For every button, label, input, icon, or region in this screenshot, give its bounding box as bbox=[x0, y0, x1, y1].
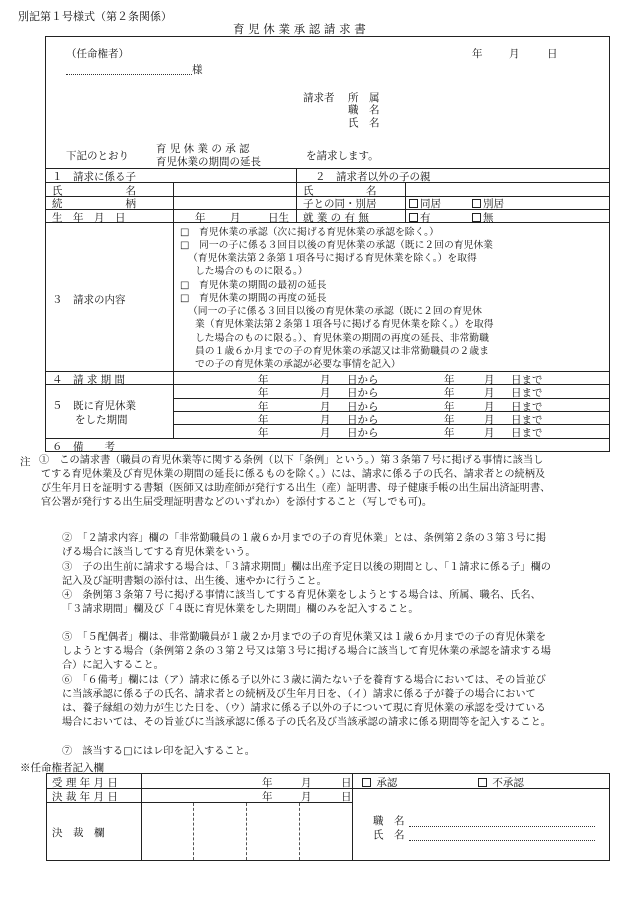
received-month: 月 bbox=[301, 777, 312, 789]
period-year-to: 年 bbox=[444, 414, 455, 426]
birth-year: 年 bbox=[195, 212, 206, 224]
employed-label: 就 業 の 有 無 bbox=[303, 212, 369, 224]
employed-yes-option[interactable] bbox=[409, 210, 431, 225]
checkbox-same-icon[interactable] bbox=[409, 199, 418, 208]
request-item-note-2: 業（育児休業法第２条第１項各号に掲げる育児休業を除く。）を取得 bbox=[195, 319, 494, 330]
document-title: 育 児 休 業 承 認 請 求 書 bbox=[233, 22, 366, 36]
period-month-to: 月 bbox=[484, 401, 495, 413]
request-item-3[interactable]: □ 育児休業の期間の最初の延長 bbox=[180, 280, 327, 291]
note-3: ③ 子の出生前に請求する場合は、「３請求期間」欄は出産予定日以後の期間とし、「１請求に係る子」欄の記入及び証明書類の添付は、出生後、速やかに行うこと。 bbox=[62, 562, 551, 588]
decided-year: 年 bbox=[262, 791, 273, 803]
period-from: 日から bbox=[347, 414, 379, 426]
section6-label: ６ 備 考 bbox=[52, 441, 115, 453]
period-to: 日まで bbox=[511, 374, 543, 386]
period-year-from: 年 bbox=[258, 427, 269, 439]
note-5: ⑤ 「５配偶者」欄は、非常勤職員が１歳２か月までの子の育児休業又は１歳６か月までの子の育児休業をしようとする場合（条例第２条の３第２号又は第３号に掲げる場合に該当して育児休業の承認を請求する場合）に記入すること。 bbox=[62, 632, 551, 672]
request-item-2-cont: （育児休業法第２条第１項各号に掲げる育児休業を除く。）を取得 bbox=[188, 253, 477, 264]
period-to: 日まで bbox=[511, 414, 543, 426]
period-year-to: 年 bbox=[444, 427, 455, 439]
form-id: 別記第１号様式（第２条関係） bbox=[18, 10, 172, 23]
period-month-to: 月 bbox=[484, 414, 495, 426]
period-year-from: 年 bbox=[258, 401, 269, 413]
employed-no-option[interactable] bbox=[472, 210, 494, 225]
approver-shimei-line[interactable] bbox=[409, 840, 595, 841]
section2-title: ２ 請求者以外の子の親 bbox=[315, 171, 431, 183]
note-6: ⑥ 「６備考」欄には（ア）請求に係る子以外に３歳に満たない子を養育する場合においては、その旨並びに当該承認に係る子の氏名、請求者との続柄及び生年月日を、（イ）請求に係る子が養子の場合においては、養子縁組の効力が生じた日を、（ウ）請求に係る子以外の子について現に育児休業の承認を受けている場合においては、その旨並びに当該承認に係る子の氏名及び当該承認の請求に係る期間等を記入すること。 bbox=[62, 675, 551, 729]
kiki-label: 下記のとおり bbox=[66, 150, 129, 162]
received-day: 日 bbox=[341, 777, 352, 789]
request-item-note-4: 員の１歳６か月までの子の育児休業の承認又は非常勤職員の２歳ま bbox=[195, 346, 489, 357]
approver-shimei-label: 氏 名 bbox=[373, 829, 405, 841]
date-month: 月 bbox=[509, 48, 520, 60]
decided-date-label: 決 裁 年 月 日 bbox=[52, 791, 118, 803]
approve-option[interactable] bbox=[362, 775, 397, 790]
period-from: 日から bbox=[347, 374, 379, 386]
checkbox-separate-icon[interactable] bbox=[472, 199, 481, 208]
date-year: 年 bbox=[472, 48, 483, 60]
requester-label: 請求者 bbox=[303, 92, 335, 104]
section5-label-1: ５ 既に育児休業 bbox=[52, 400, 136, 412]
request-item-1[interactable]: □ 育児休業の承認（次に掲げる育児休業の承認を除く。） bbox=[180, 227, 439, 238]
period-to: 日まで bbox=[511, 427, 543, 439]
period-from: 日から bbox=[347, 401, 379, 413]
disapprove-option[interactable] bbox=[478, 775, 524, 790]
cohabit-separate-option[interactable] bbox=[472, 196, 504, 211]
period-month-to: 月 bbox=[484, 387, 495, 399]
yes-label: 有 bbox=[420, 212, 431, 224]
date-day: 日 bbox=[547, 48, 558, 60]
request-item-note-5: での子の育児休業の承認が必要な事情を記入） bbox=[195, 359, 401, 370]
period-from: 日から bbox=[347, 387, 379, 399]
request-suffix: を請求します。 bbox=[306, 150, 379, 162]
authority-label: （任命権者） bbox=[66, 48, 129, 60]
note-1: ① この請求書（職員の育児休業等に関する条例（以下「条例」という。）第３条第７号に掲げる事情に該当してする育児休業及び育児休業の期間の延長に係るものを除く。）には、請求に係る子の氏名、請求者との続柄及び生年月日を証明する書類（医師又は助産師が発行する出生（産）証明書、母子健康手帳の出生届出済証明書、官公署が発行する出生届受理証明書などのいずれか）を添付すること（写しでも可)。 bbox=[39, 455, 551, 509]
period-month-to: 月 bbox=[484, 374, 495, 386]
child-relation-label: 続 柄 bbox=[52, 198, 136, 210]
shokumei-label: 職 名 bbox=[348, 104, 380, 116]
request-item-4[interactable]: □ 育児休業の期間の再度の延長 bbox=[180, 293, 327, 304]
approve-label: 承認 bbox=[376, 777, 398, 789]
approver-shokumei-line[interactable] bbox=[409, 826, 595, 827]
cohabit-label: 子との同・別居 bbox=[303, 198, 377, 210]
checkbox-disapprove-icon[interactable] bbox=[478, 778, 487, 787]
authority-name-line[interactable] bbox=[66, 74, 192, 75]
disapprove-label: 不承認 bbox=[492, 777, 524, 789]
period-year-from: 年 bbox=[258, 387, 269, 399]
period-year-to: 年 bbox=[444, 401, 455, 413]
period-to: 日まで bbox=[511, 387, 543, 399]
period-to: 日まで bbox=[511, 401, 543, 413]
no-label: 無 bbox=[483, 212, 494, 224]
child-birth-label: 生 年 月 日 bbox=[52, 212, 126, 224]
checkbox-no-icon[interactable] bbox=[472, 213, 481, 222]
period-year-to: 年 bbox=[444, 374, 455, 386]
period-year-to: 年 bbox=[444, 387, 455, 399]
section1-title: １ 請求に係る子 bbox=[52, 171, 136, 183]
shozoku-label: 所 属 bbox=[348, 92, 380, 104]
approval-column-label: 決 裁 欄 bbox=[52, 827, 105, 839]
period-month-from: 月 bbox=[320, 401, 331, 413]
parent-name-label: 氏 名 bbox=[303, 185, 377, 197]
request-item-note-1: （同一の子に係る３回目以後の育児休業の承認（既に２回の育児休 bbox=[188, 306, 482, 317]
birth-day: 日生 bbox=[268, 212, 289, 224]
notes-heading: 注 bbox=[20, 456, 31, 468]
section3-label: ３ 請求の内容 bbox=[52, 294, 126, 306]
child-name-label: 氏 名 bbox=[52, 185, 136, 197]
same-label: 同居 bbox=[420, 198, 441, 210]
note-2: ② 「２請求内容」欄の「非常勤職員の１歳６か月までの子の育児休業」とは、条例第２条の３第３号に掲げる場合に該当してする育児休業をいう。 bbox=[62, 533, 546, 559]
decided-day: 日 bbox=[341, 791, 352, 803]
received-year: 年 bbox=[262, 777, 273, 789]
period-month-from: 月 bbox=[320, 374, 331, 386]
period-year-from: 年 bbox=[258, 414, 269, 426]
sama-label: 様 bbox=[192, 64, 203, 76]
note-4: ④ 条例第３条第７号に掲げる事情に該当してする育児休業をしようとする場合は、所属、職名、氏名、「３請求期間」欄及び「４既に育児休業をした期間」欄のみを記入すること。 bbox=[62, 590, 541, 616]
period-month-from: 月 bbox=[320, 427, 331, 439]
birth-month: 月 bbox=[230, 212, 241, 224]
received-date-label: 受 理 年 月 日 bbox=[52, 777, 118, 789]
option-extension: 育児休業の期間の延長 bbox=[156, 156, 261, 168]
period-year-from: 年 bbox=[258, 374, 269, 386]
checkbox-yes-icon[interactable] bbox=[409, 213, 418, 222]
approver-shokumei-label: 職 名 bbox=[373, 815, 405, 827]
decided-month: 月 bbox=[301, 791, 312, 803]
authority-section-heading: ※任命権者記入欄 bbox=[20, 762, 104, 774]
period-month-from: 月 bbox=[320, 414, 331, 426]
section5-label-2: をした期間 bbox=[75, 414, 128, 426]
shimei-label: 氏 名 bbox=[348, 117, 380, 129]
period-from: 日から bbox=[347, 427, 379, 439]
section4-label: ４ 請 求 期 間 bbox=[52, 374, 126, 386]
request-item-note-3: した場合のものに限る。）、育児休業の期間の再度の延長、非常勤職 bbox=[195, 333, 489, 344]
separate-label: 別居 bbox=[483, 198, 504, 210]
request-item-2-cont2: した場合のものに限る。） bbox=[195, 266, 308, 277]
checkbox-approve-icon[interactable] bbox=[362, 778, 371, 787]
note-7: ⑦ 該当する□にはレ印を記入すること。 bbox=[62, 746, 255, 757]
cohabit-same-option[interactable] bbox=[409, 196, 441, 211]
period-month-to: 月 bbox=[484, 427, 495, 439]
authority-box bbox=[46, 773, 610, 861]
request-item-2[interactable]: □ 同一の子に係る３回目以後の育児休業の承認（既に２回の育児休業 bbox=[180, 240, 493, 251]
period-month-from: 月 bbox=[320, 387, 331, 399]
option-approval: 育 児 休 業 の 承 認 bbox=[156, 143, 250, 155]
